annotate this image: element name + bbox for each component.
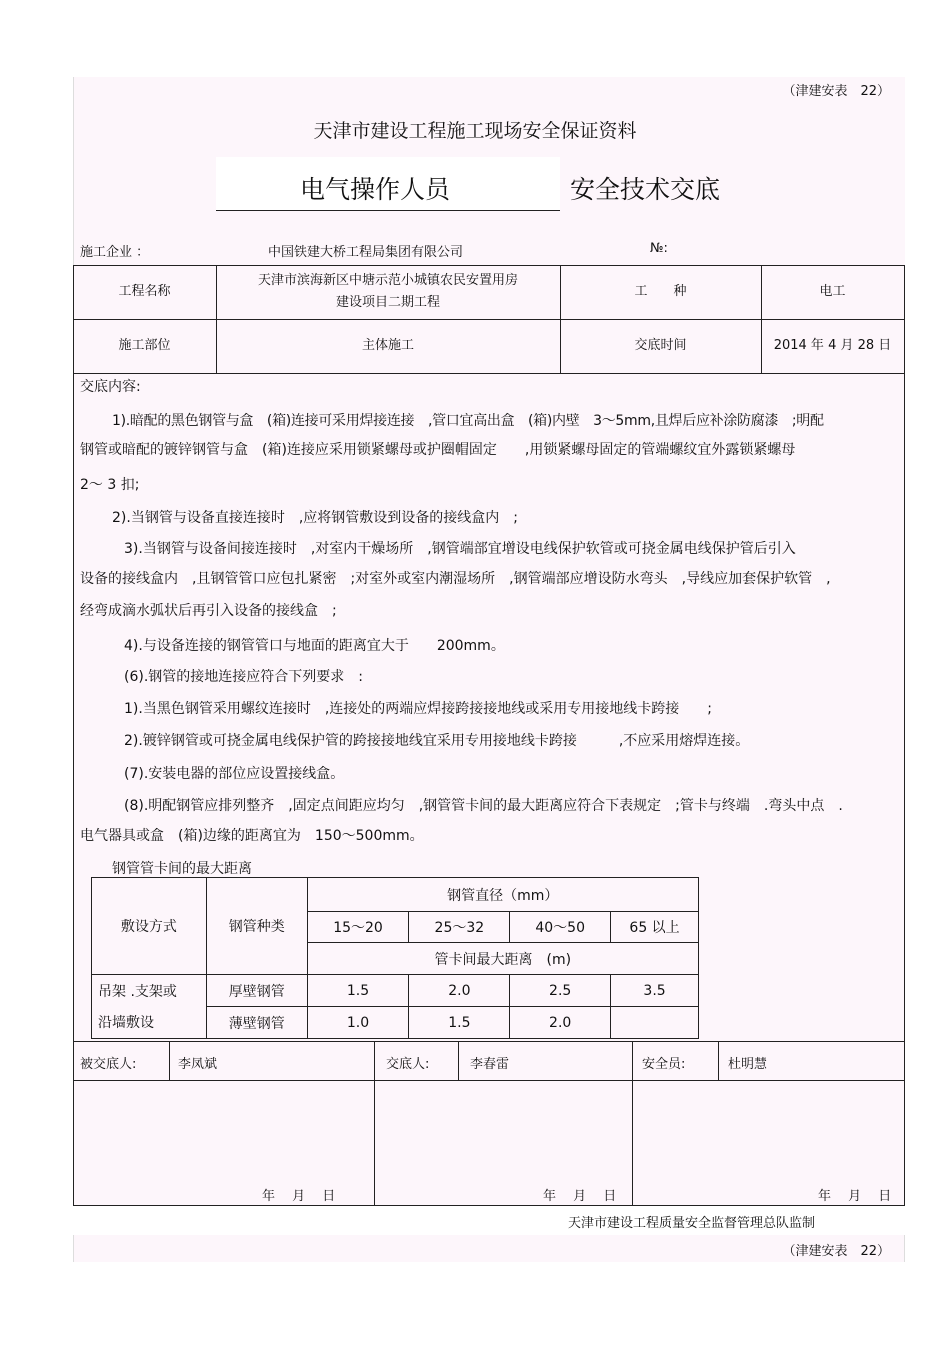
sig-col-e bbox=[718, 1041, 719, 1080]
kind-cell: 厚壁钢管 bbox=[206, 975, 307, 1007]
value-cell bbox=[611, 1007, 699, 1039]
spacing-table bbox=[91, 877, 699, 1039]
sig-col-b bbox=[374, 1041, 375, 1206]
content-line: 4).与设备连接的钢管管口与地面的距离宜大于 200mm。 bbox=[124, 638, 505, 654]
footer-background bbox=[73, 1235, 905, 1262]
safety-name: 杜明慧 bbox=[728, 1057, 768, 1072]
content-line: 钢管或暗配的镀锌钢管与盒 (箱)连接应采用锁紧螺母或护圈帽固定 ,用锁紧螺母固定的管端螺纹宜外露锁紧螺母 bbox=[80, 442, 796, 458]
project-name-line2: 建设项目二期工程 bbox=[335, 295, 440, 310]
value-cell: 2.0 bbox=[409, 975, 510, 1007]
date-label: 交底时间 bbox=[634, 338, 687, 353]
info-bottom-divider bbox=[73, 373, 905, 374]
frame-left bbox=[73, 265, 74, 1206]
receiver-label: 被交底人: bbox=[80, 1057, 137, 1072]
trade-label: 工 种 bbox=[634, 284, 687, 299]
supervisor-note: 天津市建设工程质量安全监督管理总队监制 bbox=[568, 1216, 816, 1231]
footer-left-border bbox=[73, 1235, 74, 1262]
header-kind: 钢管种类 bbox=[206, 878, 307, 975]
project-name-line1: 天津市滨海新区中塘示范小城镇农民安置用房 bbox=[257, 273, 518, 288]
signature-row-divider bbox=[73, 1080, 905, 1081]
value-cell: 2.0 bbox=[510, 1007, 611, 1039]
kind-cell: 薄壁钢管 bbox=[206, 1007, 307, 1039]
diameter-cell: 40～50 bbox=[510, 912, 611, 943]
value-cell: 1.5 bbox=[409, 1007, 510, 1039]
signature-top-divider bbox=[73, 1041, 905, 1042]
diameter-cell: 25～32 bbox=[409, 912, 510, 943]
content-line: 2～ 3 扣; bbox=[80, 477, 140, 493]
content-line: 电气器具或盒 (箱)边缘的距离宜为 150～500mm。 bbox=[80, 828, 424, 844]
content-line: (7).安装电器的部位应设置接线盒。 bbox=[124, 766, 345, 782]
sig-col-d bbox=[632, 1041, 633, 1206]
content-line: 1).暗配的黑色钢管与盒 (箱)连接可采用焊接连接 ,管口宜高出盒 (箱)内壁 3～5mm,且焊后应补涂防腐漆 ;明配 bbox=[112, 413, 824, 429]
company-label: 施工企业 ： bbox=[80, 245, 150, 260]
safety-label: 安全员: bbox=[642, 1057, 686, 1072]
document-title: 天津市建设工程施工现场安全保证资料 bbox=[313, 120, 637, 142]
subtitle-left: 电气操作人员 bbox=[300, 175, 451, 204]
frame-right bbox=[904, 265, 905, 1206]
giver-name: 李春雷 bbox=[470, 1057, 510, 1072]
sig-col-c bbox=[458, 1041, 459, 1080]
method-line2: 沿墙敷设 bbox=[92, 1007, 207, 1039]
receiver-name: 李凤斌 bbox=[178, 1057, 218, 1072]
giver-date: 年 月 日 bbox=[543, 1189, 617, 1204]
page-left-border bbox=[73, 77, 74, 265]
safety-date: 年 月 日 bbox=[818, 1189, 892, 1204]
table-caption: 钢管管卡间的最大距离 bbox=[112, 861, 252, 877]
part-label: 施工部位 bbox=[118, 338, 171, 353]
part-value: 主体施工 bbox=[361, 338, 414, 353]
subheader-distance: 管卡间最大距离 (m) bbox=[307, 943, 698, 975]
header-diameter: 钢管直径（mm） bbox=[307, 878, 698, 912]
value-cell: 3.5 bbox=[611, 975, 699, 1007]
header-method: 敷设方式 bbox=[92, 878, 207, 975]
subtitle-right: 安全技术交底 bbox=[570, 175, 721, 204]
project-name-value bbox=[216, 265, 560, 319]
trade-value: 电工 bbox=[819, 284, 846, 299]
content-line: 2).镀锌钢管或可挠金属电线保护管的跨接接地线宜采用专用接地线卡跨接 ,不应采用熔焊连接。 bbox=[124, 733, 750, 749]
content-line: (8).明配钢管应排列整齐 ,固定点间距应均匀 ,钢管管卡间的最大距离应符合下表规定 ;管卡与终端 .弯头中点 . bbox=[124, 798, 843, 814]
content-line: 1).当黑色钢管采用螺纹连接时 ,连接处的两端应焊接跨接接地线或采用专用接地线卡跨接 ; bbox=[124, 701, 712, 717]
giver-label: 交底人: bbox=[386, 1057, 430, 1072]
sig-col-a bbox=[169, 1041, 170, 1080]
receiver-date: 年 月 日 bbox=[262, 1189, 336, 1204]
diameter-cell: 65 以上 bbox=[611, 912, 699, 943]
number-label: №: bbox=[650, 241, 668, 256]
project-name-label: 工程名称 bbox=[118, 284, 171, 299]
footer-right-border bbox=[904, 1235, 905, 1262]
content-line: 经弯成滴水弧状后再引入设备的接线盒 ; bbox=[80, 603, 337, 619]
value-cell: 2.5 bbox=[510, 975, 611, 1007]
form-code: （津建安表 22） bbox=[782, 84, 890, 99]
content-line: 2).当钢管与设备直接连接时 ,应将钢管敷设到设备的接线盒内 ; bbox=[112, 510, 518, 526]
frame-bottom bbox=[73, 1205, 905, 1206]
content-line: (6).钢管的接地连接应符合下列要求 : bbox=[124, 669, 363, 685]
footer-form-code: （津建安表 22） bbox=[782, 1244, 890, 1259]
method-line1: 吊架 .支架或 bbox=[92, 975, 207, 1007]
content-line: 3).当钢管与设备间接连接时 ,对室内干燥场所 ,钢管端部宜增设电线保护软管或可挠金属电线保护管后引入 bbox=[124, 541, 796, 557]
subtitle-underline bbox=[216, 210, 560, 211]
value-cell: 1.5 bbox=[307, 975, 409, 1007]
company-name: 中国铁建大桥工程局集团有限公司 bbox=[268, 245, 464, 260]
date-value: 2014 年 4 月 28 日 bbox=[773, 338, 892, 353]
content-line: 设备的接线盒内 ,且钢管管口应包扎紧密 ;对室外或室内潮湿场所 ,钢管端部应增设防水弯头 ,导线应加套保护软管 , bbox=[80, 571, 831, 587]
diameter-cell: 15～20 bbox=[307, 912, 409, 943]
value-cell: 1.0 bbox=[307, 1007, 409, 1039]
content-heading: 交底内容: bbox=[80, 379, 141, 395]
